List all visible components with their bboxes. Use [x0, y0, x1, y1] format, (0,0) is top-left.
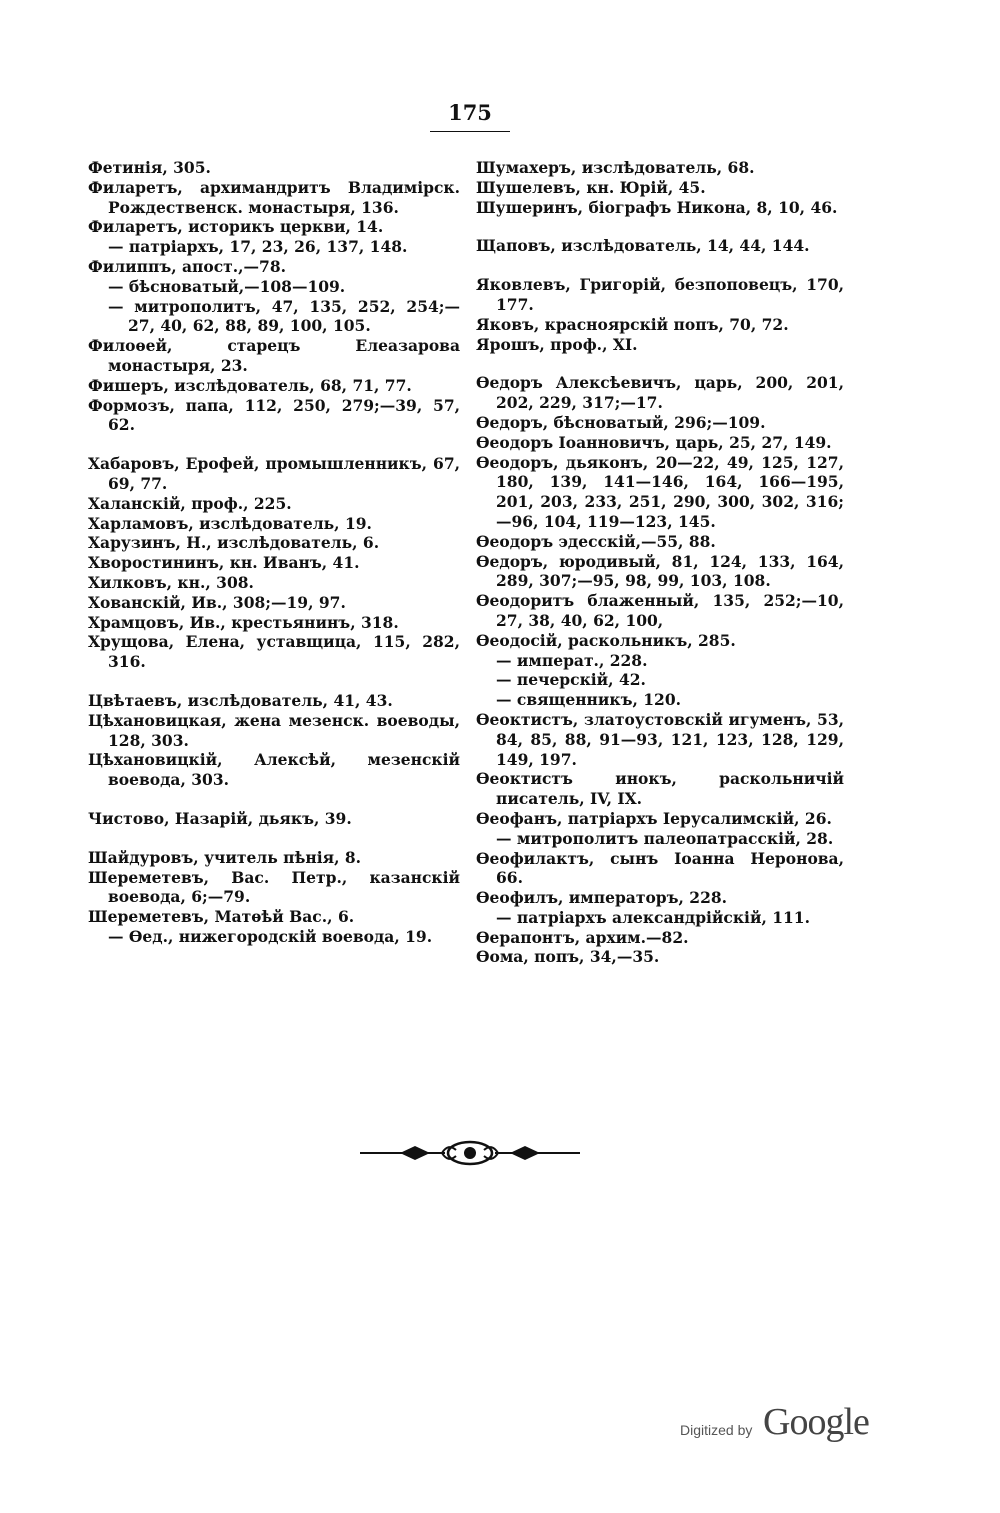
index-entry: Ѳома, попъ, 34,—35.: [476, 947, 660, 967]
index-entry: Щаповъ, изслѣдователь, 14, 44, 144.: [476, 236, 810, 256]
index-entry: Ѳеодоръ Іоанновичъ, царь, 25, 27, 149.: [476, 432, 832, 452]
index-entry: Филоѳей, старецъ Елеазарова монастыря, 23.: [88, 336, 460, 375]
index-entry: Чистово, Назарій, дьякъ, 39.: [88, 808, 352, 828]
index-entry: Ѳеодоритъ блаженный, 135, 252;—10, 27, 38, 40, 62, 100,: [476, 591, 844, 630]
index-entry: Ѳедоръ, бѣсноватый, 296;—109.: [476, 412, 766, 432]
index-entry: Шушелевъ, кн. Юрій, 45.: [476, 177, 706, 197]
page-number: 175: [430, 100, 510, 132]
index-column-left: [88, 158, 460, 947]
index-entry: Формозъ, папа, 112, 250, 279;—39, 57, 62.: [88, 395, 460, 435]
index-entry: — патріархъ, 17, 23, 26, 137, 148.: [108, 237, 408, 257]
index-entry: Хованскій, Ив., 308;—19, 97.: [88, 592, 346, 612]
index-entry: Цѣхановицкая, жена мезенск. воеводы, 128, 303.: [88, 710, 460, 750]
index-entry: Яковъ, красноярскій попъ, 70, 72.: [476, 314, 789, 334]
google-watermark: [680, 1400, 900, 1443]
index-entry: — Ѳед., нижегородскій воевода, 19.: [108, 926, 433, 946]
index-entry: Ѳеоктистъ, златоустовскій игуменъ, 53, 84, 85, 88, 91—93, 121, 123, 128, 129, 149, 197.: [476, 709, 844, 769]
index-entry: Храмцовъ, Ив., крестьянинъ, 318.: [88, 612, 399, 632]
index-entry: Яковлевъ, Григорій, безпоповецъ, 170, 177.: [476, 275, 844, 314]
index-entry: — печерскій, 42.: [496, 670, 646, 690]
index-entry: Харузинъ, Н., изслѣдователь, 6.: [88, 533, 380, 553]
index-entry: Ярошъ, проф., XI.: [476, 334, 638, 354]
index-entry: Ѳеофанъ, патріархъ Іерусалимскій, 26.: [476, 808, 832, 828]
index-entry: Филиппъ, апост.,—78.: [88, 256, 287, 276]
index-entry: — бѣсноватый,—108—109.: [108, 276, 346, 296]
index-entry: — митрополитъ, 47, 135, 252, 254;—27, 40, 62, 88, 89, 100, 105.: [108, 296, 460, 336]
index-entry: Шереметевъ, Вас. Петр., казанскій воевода, 6;—79.: [88, 867, 460, 907]
index-entry: Шумахеръ, изслѣдователь, 68.: [476, 158, 755, 177]
index-entry: — патріархъ александрійскій, 111.: [496, 907, 810, 927]
index-entry: Харламовъ, изслѣдователь, 19.: [88, 513, 372, 533]
index-entry: Хворостининъ, кн. Иванъ, 41.: [88, 553, 360, 573]
index-entry: Хабаровъ, Ерофей, промышленникъ, 67, 69, 77.: [88, 454, 460, 493]
index-entry: Филаретъ, историкъ церкви, 14.: [88, 217, 384, 237]
index-entry: — митрополитъ палеопатрасскій, 28.: [496, 828, 834, 848]
index-entry: Ѳедоръ, юродивый, 81, 124, 133, 164, 289, 307;—95, 98, 99, 103, 108.: [476, 551, 844, 591]
index-entry: Ѳеодосій, раскольникъ, 285.: [476, 630, 736, 650]
google-logo: Google: [763, 1401, 869, 1443]
index-entry: Ѳеодоръ, дьяконъ, 20—22, 49, 125, 127, 180, 139, 141—146, 164, 166—195, 201, 203, 233, 251, 290, 300, 302, 316;—96, 104, 119—123, 145.: [476, 452, 844, 531]
index-entry: Ѳерапонтъ, архим.—82.: [476, 927, 689, 947]
index-entry: Шайдуровъ, учитель пѣнія, 8.: [88, 847, 362, 867]
index-entry: — императ., 228.: [496, 650, 648, 670]
ornament-divider-icon: [360, 1138, 580, 1168]
index-entry: Ѳеодоръ эдесскій,—55, 88.: [476, 531, 716, 551]
index-entry: Фетинія, 305.: [88, 158, 211, 177]
index-entry: Ѳедоръ Алексѣевичъ, царь, 200, 201, 202, 229, 317;—17.: [476, 373, 844, 413]
index-entry: Филаретъ, архимандритъ Владимірск. Рождественск. монастыря, 136.: [88, 177, 460, 217]
watermark-prefix: Digitized by: [680, 1422, 753, 1438]
index-entry: Цѣхановицкій, Алексѣй, мезенскій воевода, 303.: [88, 750, 460, 790]
index-entry: Ѳеоктистъ инокъ, раскольничій писатель, IV, IX.: [476, 769, 844, 809]
index-entry: Хилковъ, кн., 308.: [88, 572, 254, 592]
index-column-right: [476, 158, 844, 967]
index-entry: Халанскій, проф., 225.: [88, 493, 292, 513]
index-entry: — священникъ, 120.: [496, 690, 682, 710]
index-entry: Шушеринъ, біографъ Никона, 8, 10, 46.: [476, 197, 838, 217]
index-entry: Ѳеофилактъ, сынъ Іоанна Неронова, 66.: [476, 848, 844, 888]
index-entry: Цвѣтаевъ, изслѣдователь, 41, 43.: [88, 690, 393, 710]
index-entry: Ѳеофилъ, императоръ, 228.: [476, 888, 728, 908]
index-entry: Фишеръ, изслѣдователь, 68, 71, 77.: [88, 375, 412, 395]
index-entry: Шереметевъ, Матѳѣй Вас., 6.: [88, 907, 355, 927]
index-entry: Хрущова, Елена, уставщица, 115, 282, 316.: [88, 632, 460, 672]
